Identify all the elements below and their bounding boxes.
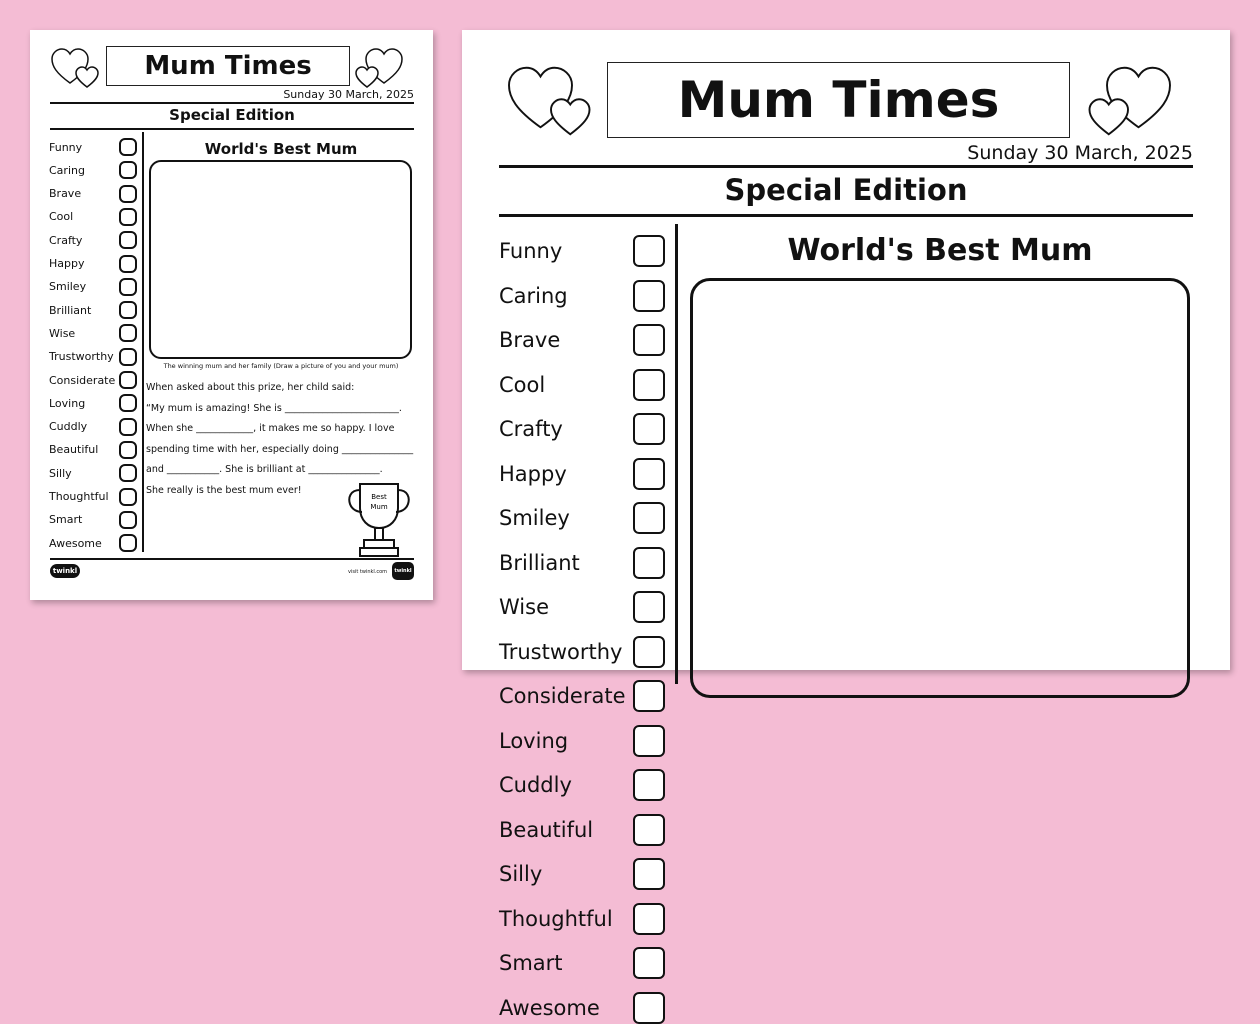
trait-label: Happy [49,257,85,270]
trait-label: Cool [499,372,546,397]
edition-rule [499,214,1193,217]
trait-label: Wise [499,595,549,619]
trait-label: Cool [49,210,74,224]
trait-checkbox[interactable] [633,814,665,846]
top-rule [499,165,1193,168]
trait-row [499,324,669,356]
trait-row [49,418,139,436]
trophy-label-line1: Best [371,493,387,501]
brand-logo-right: twinkl [392,562,414,580]
trait-row [499,636,669,668]
trait-checkbox[interactable] [119,511,137,529]
trophy-icon [346,478,412,562]
trait-checkbox[interactable] [119,255,137,273]
trait-checkbox[interactable] [633,458,665,490]
trait-row [49,464,139,482]
trait-checkbox[interactable] [119,394,137,412]
picture-caption: The winning mum and her family (Draw a picture of you and your mum) [163,362,399,370]
trait-row [499,235,669,267]
worksheet-preview-small [30,30,433,600]
trait-checkbox[interactable] [633,502,665,534]
trait-label: Brilliant [499,550,580,575]
trait-label: Trustworthy [499,639,623,664]
trait-row [499,769,669,801]
trait-checkbox[interactable] [119,488,137,506]
trait-row [49,208,139,226]
hearts-icon-right [352,48,404,88]
trait-checkbox[interactable] [633,769,665,801]
trait-checkbox[interactable] [119,231,137,249]
trait-row [499,502,669,534]
trait-row [499,992,669,1024]
hearts-icon-left [50,48,102,88]
trait-label: Smart [49,513,83,527]
trait-row [499,725,669,757]
trait-row [49,394,139,412]
trait-label: Considerate [499,684,626,708]
trait-row [49,138,139,156]
trait-checkbox[interactable] [119,534,137,552]
trait-checkbox[interactable] [633,858,665,890]
trait-checkbox[interactable] [119,418,137,436]
trait-checkbox[interactable] [119,301,137,319]
headline: World's Best Mum [787,233,1093,268]
trait-label: Trustworthy [49,350,114,364]
trait-checkbox[interactable] [633,636,665,668]
trait-row [499,458,669,490]
trait-row [499,591,669,623]
trait-checkbox[interactable] [119,278,137,296]
trait-row [499,280,669,312]
trophy-label-line2: Mum [370,503,388,511]
trait-label: Beautiful [499,817,594,842]
story-line: When she ____________, it makes me so happy. I love [146,423,395,434]
trait-row [49,488,139,506]
trait-checkbox[interactable] [633,947,665,979]
trait-checkbox[interactable] [633,280,665,312]
trait-label: Loving [499,728,569,753]
trait-checkbox[interactable] [119,464,137,482]
trait-row [49,511,139,529]
trait-row [499,858,669,890]
trait-row [49,278,139,296]
trait-label: Awesome [49,536,102,550]
trait-label: Loving [49,396,86,410]
trait-label: Brave [49,187,82,201]
trait-label: Awesome [499,995,600,1020]
picture-frame[interactable] [690,278,1190,698]
trait-checkbox[interactable] [119,371,137,389]
trait-label: Crafty [499,417,563,441]
trait-checkbox[interactable] [119,324,137,342]
trait-label: Wise [49,326,76,340]
trait-checklist [499,235,669,1020]
trait-row [49,534,139,552]
footer-url: visit twinkl.com [348,569,388,575]
edition-heading: Special Edition [169,106,295,124]
trait-row [499,547,669,579]
hearts-icon-left [505,66,597,136]
trait-label: Caring [499,283,568,308]
trait-checkbox[interactable] [119,138,137,156]
trait-row [49,371,139,389]
issue-date: Sunday 30 March, 2025 [967,142,1193,164]
column-divider [142,132,144,552]
trait-label: Smart [499,951,563,975]
trait-row [49,161,139,179]
trait-checkbox[interactable] [633,591,665,623]
issue-date: Sunday 30 March, 2025 [283,88,414,101]
newspaper-title: Mum Times [607,62,1070,138]
trait-row [49,301,139,319]
hearts-icon-right [1082,66,1174,136]
headline: World's Best Mum [204,140,358,158]
footer-rule [50,558,414,560]
trait-checkbox[interactable] [633,369,665,401]
trait-row [499,903,669,935]
trait-label: Silly [499,862,543,886]
story-line: When asked about this prize, her child said: [146,382,355,393]
newspaper-title: Mum Times [106,46,350,86]
brand-logo-left: twinkl [50,564,80,578]
column-divider [675,224,678,684]
trait-row [499,680,669,712]
trait-checkbox[interactable] [633,324,665,356]
trait-checkbox[interactable] [633,992,665,1024]
trait-row [499,369,669,401]
story-line: “My mum is amazing! She is ________________________. [146,402,402,414]
trait-label: Cuddly [49,420,88,434]
trait-row [49,255,139,273]
trait-checkbox[interactable] [633,413,665,445]
trait-checkbox[interactable] [119,208,137,226]
worksheet-preview-large [462,30,1230,1020]
trait-checkbox[interactable] [633,680,665,712]
trait-checkbox[interactable] [633,725,665,757]
trait-checkbox[interactable] [119,441,137,459]
trait-label: Brilliant [49,303,92,317]
trait-checkbox[interactable] [119,348,137,366]
story-line: and ___________. She is brilliant at _______________. [146,464,383,475]
trait-label: Thoughtful [499,906,613,931]
trait-label: Happy [499,461,567,486]
trait-label: Silly [49,466,72,480]
trait-row [49,185,139,203]
trait-checklist [49,138,139,558]
trait-label: Smiley [49,280,87,294]
trait-row [49,441,139,459]
story-line: She really is the best mum ever! [146,484,302,496]
trait-row [499,814,669,846]
trait-label: Crafty [49,233,83,247]
edition-rule [50,128,414,130]
trait-checkbox[interactable] [119,185,137,203]
trait-checkbox[interactable] [633,903,665,935]
top-rule [50,102,414,104]
trait-label: Considerate [49,373,116,387]
trait-row [499,413,669,445]
trait-row [49,348,139,366]
trait-label: Funny [49,140,83,154]
trait-label: Funny [499,239,563,263]
edition-heading: Special Edition [724,173,968,207]
trait-label: Smiley [499,506,570,530]
trait-checkbox[interactable] [633,547,665,579]
trait-label: Beautiful [49,443,99,457]
trait-row [49,231,139,249]
trait-label: Cuddly [499,773,572,797]
story-line: spending time with her, especially doing _______________ [146,443,414,455]
trait-checkbox[interactable] [119,161,137,179]
trait-label: Thoughtful [49,490,109,503]
trait-label: Caring [49,163,85,177]
trait-row [49,324,139,342]
picture-frame[interactable] [149,160,412,359]
trait-checkbox[interactable] [633,235,665,267]
trait-row [499,947,669,979]
trait-label: Brave [499,328,561,352]
